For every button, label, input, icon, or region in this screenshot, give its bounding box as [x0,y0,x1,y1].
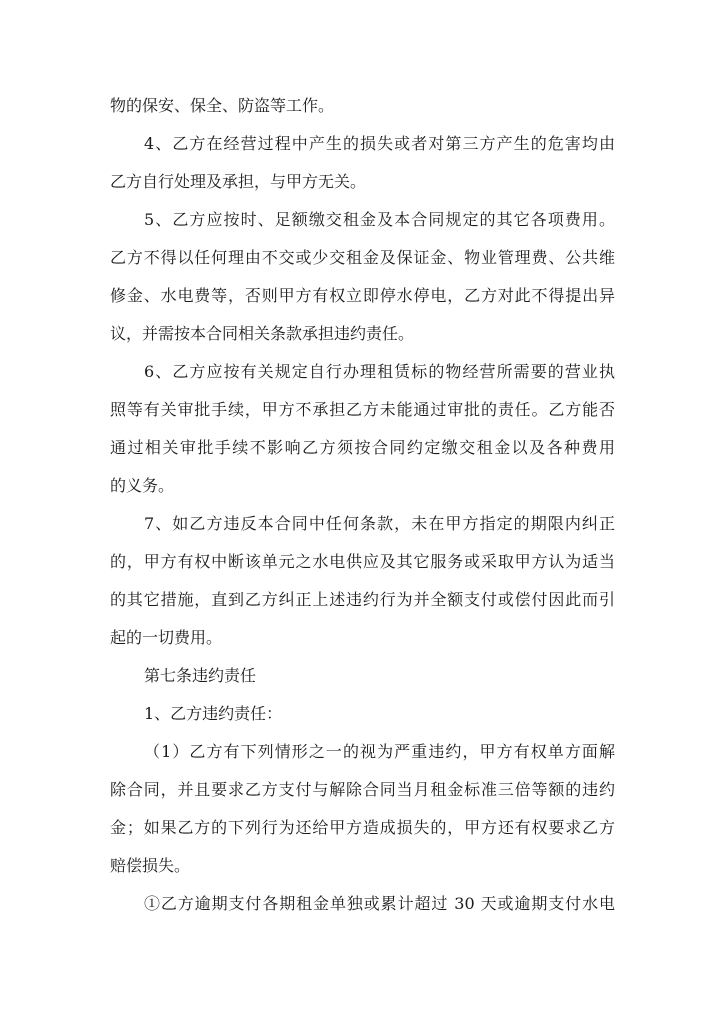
subsection-heading: 1、乙方违约责任： [144,704,283,723]
text-line: 的其它措施，直到乙方纠正上述违约行为并全额支付或偿付因此而引 [110,590,615,609]
item-1-line: ①乙方逾期支付各期租金单独或累计超过 30 天或逾期支付水电 [144,894,615,913]
text-line: 乙方自行处理及承担，与甲方无关。 [110,172,367,191]
section-heading: 第七条违约责任 [144,666,257,685]
clause-1-line: （1）乙方有下列情形之一的视为严重违约，甲方有权单方面解 [144,742,615,761]
text-line: 照等有关审批手续，甲方不承担乙方未能通过审批的责任。乙方能否 [110,400,615,419]
text-line: 议，并需按本合同相关条款承担违约责任。 [110,324,415,343]
paragraph-6-line: 6、乙方应按有关规定自行办理租赁标的物经营所需要的营业执 [144,362,615,381]
text-line: 起的一切费用。 [110,628,223,647]
text-line: 赔偿损失。 [110,856,191,875]
text-line: 修金、水电费等，否则甲方有权立即停水停电，乙方对此不得提出异 [110,286,615,305]
text-line: 的，甲方有权中断该单元之水电供应及其它服务或采取甲方认为适当 [110,552,615,571]
text-line: 除合同，并且要求乙方支付与解除合同当月租金标准三倍等额的违约 [110,780,615,799]
text-line: 金；如果乙方的下列行为还给甲方造成损失的，甲方还有权要求乙方 [110,818,615,837]
text-line: 物的保安、保全、防盗等工作。 [110,96,335,115]
text-line: 通过相关审批手续不影响乙方须按合同约定缴交租金以及各种费用 [110,438,615,457]
text-line: 乙方不得以任何理由不交或少交租金及保证金、物业管理费、公共维 [110,248,615,267]
paragraph-7-line: 7、如乙方违反本合同中任何条款，未在甲方指定的期限内纠正 [144,514,615,533]
paragraph-5-line: 5、乙方应按时、足额缴交租金及本合同规定的其它各项费用。 [144,210,615,229]
text-line: 的义务。 [110,476,175,495]
paragraph-4-line: 4、乙方在经营过程中产生的损失或者对第三方产生的危害均由 [144,134,615,153]
